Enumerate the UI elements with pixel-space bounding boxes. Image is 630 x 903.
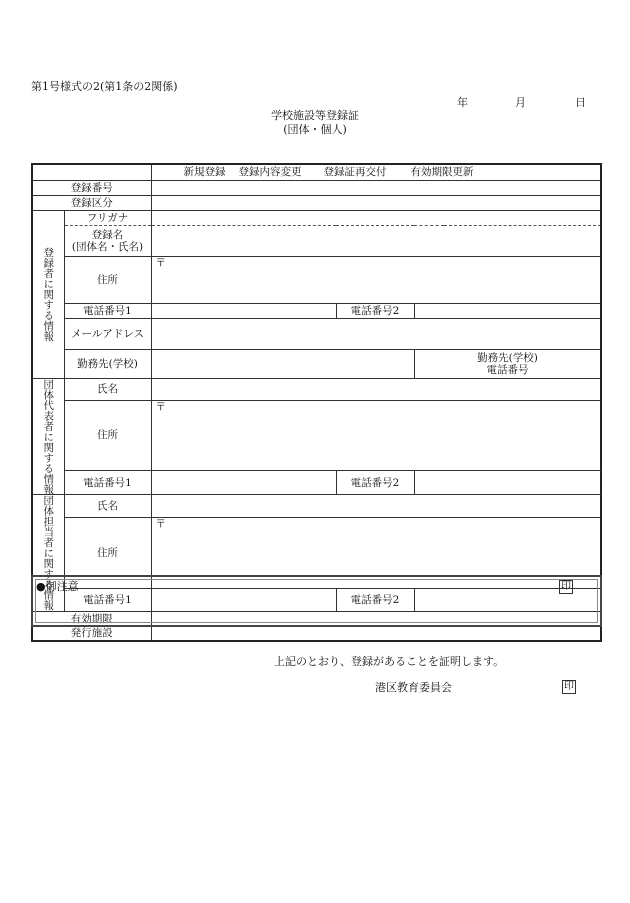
month-label: 月 — [515, 96, 526, 109]
furigana-value[interactable] — [151, 210, 601, 225]
furigana-label: フリガナ — [64, 210, 151, 225]
rep-name-value[interactable] — [151, 378, 601, 400]
form-number: 第1号様式の2(第1条の2関係) — [31, 80, 178, 93]
type-new: 新規登録 — [183, 166, 226, 179]
reg-number-value[interactable] — [151, 180, 601, 195]
workplace-phone-line2: 電話番号 — [486, 363, 529, 376]
registrant-phone1-label: 電話番号1 — [64, 303, 151, 318]
issuer-name: 港区教育委員会 — [375, 681, 452, 694]
contact-section-label: 団体担当者に関する情報 — [32, 495, 64, 612]
type-change: 登録内容変更 — [238, 166, 302, 179]
rep-section-label: 団体代表者に関する情報 — [32, 378, 64, 495]
issuing-facility-value[interactable] — [151, 626, 601, 641]
rep-name-label: 氏名 — [64, 378, 151, 400]
notice-inner-frame — [35, 579, 598, 623]
workplace-phone-line1: 勤務先(学校) — [477, 351, 538, 364]
contact-phone1-label: 電話番号1 — [64, 588, 151, 611]
email-value[interactable] — [151, 318, 601, 349]
reg-category-label: 登録区分 — [32, 195, 151, 210]
registrant-phone2-value[interactable] — [414, 303, 601, 318]
registration-table — [31, 163, 602, 642]
rep-phone1-label: 電話番号1 — [64, 471, 151, 495]
rep-phone2-value[interactable] — [414, 471, 601, 495]
year-label: 年 — [457, 96, 468, 109]
rep-address-value[interactable] — [151, 400, 601, 470]
contact-phone2-label: 電話番号2 — [336, 588, 414, 611]
workplace-phone-label — [414, 349, 601, 378]
reg-name-line1: 登録名 — [91, 228, 124, 241]
postal-mark: 〒 — [155, 400, 166, 413]
workplace-value[interactable] — [151, 349, 414, 378]
rep-phone1-value[interactable] — [151, 471, 336, 495]
registrant-address-value[interactable] — [151, 256, 601, 303]
contact-name-label: 氏名 — [64, 495, 151, 518]
document-subtitle: (団体・個人) — [283, 123, 347, 136]
document-title: 学校施設等登録証 — [271, 109, 359, 122]
registrant-address-label: 住所 — [64, 256, 151, 303]
notice-label: ●御注意 — [36, 580, 79, 593]
registration-types — [151, 164, 601, 180]
notice-seal: 印 — [561, 581, 571, 592]
reg-name-value[interactable] — [151, 225, 601, 256]
reg-category-value[interactable] — [151, 195, 601, 210]
reg-name-label — [64, 225, 151, 256]
types-header-blank — [32, 164, 151, 180]
day-label: 日 — [575, 96, 586, 109]
registrant-phone1-value[interactable] — [151, 303, 336, 318]
postal-mark: 〒 — [155, 517, 166, 530]
registrant-phone2-label: 電話番号2 — [336, 303, 414, 318]
rep-phone2-label: 電話番号2 — [336, 471, 414, 495]
type-renewal: 有効期限更新 — [410, 166, 474, 179]
rep-address-label: 住所 — [64, 400, 151, 470]
issuer-seal: 印 — [564, 681, 574, 692]
certification-text: 上記のとおり、登録があることを証明します。 — [274, 655, 505, 668]
contact-name-value[interactable] — [151, 495, 601, 518]
type-reissue: 登録証再交付 — [323, 166, 387, 179]
reg-number-label: 登録番号 — [32, 180, 151, 195]
workplace-label: 勤務先(学校) — [64, 349, 151, 378]
notice-box — [31, 575, 602, 627]
issuing-facility-label: 発行施設 — [32, 626, 151, 641]
email-label: メールアドレス — [64, 318, 151, 349]
postal-mark: 〒 — [155, 256, 166, 269]
contact-address-label: 住所 — [64, 517, 151, 588]
registrant-section-label: 登録者に関する情報 — [32, 210, 64, 378]
expiry-label: 有効期限 — [32, 611, 151, 626]
reg-name-line2: (団体名・氏名) — [71, 240, 144, 253]
